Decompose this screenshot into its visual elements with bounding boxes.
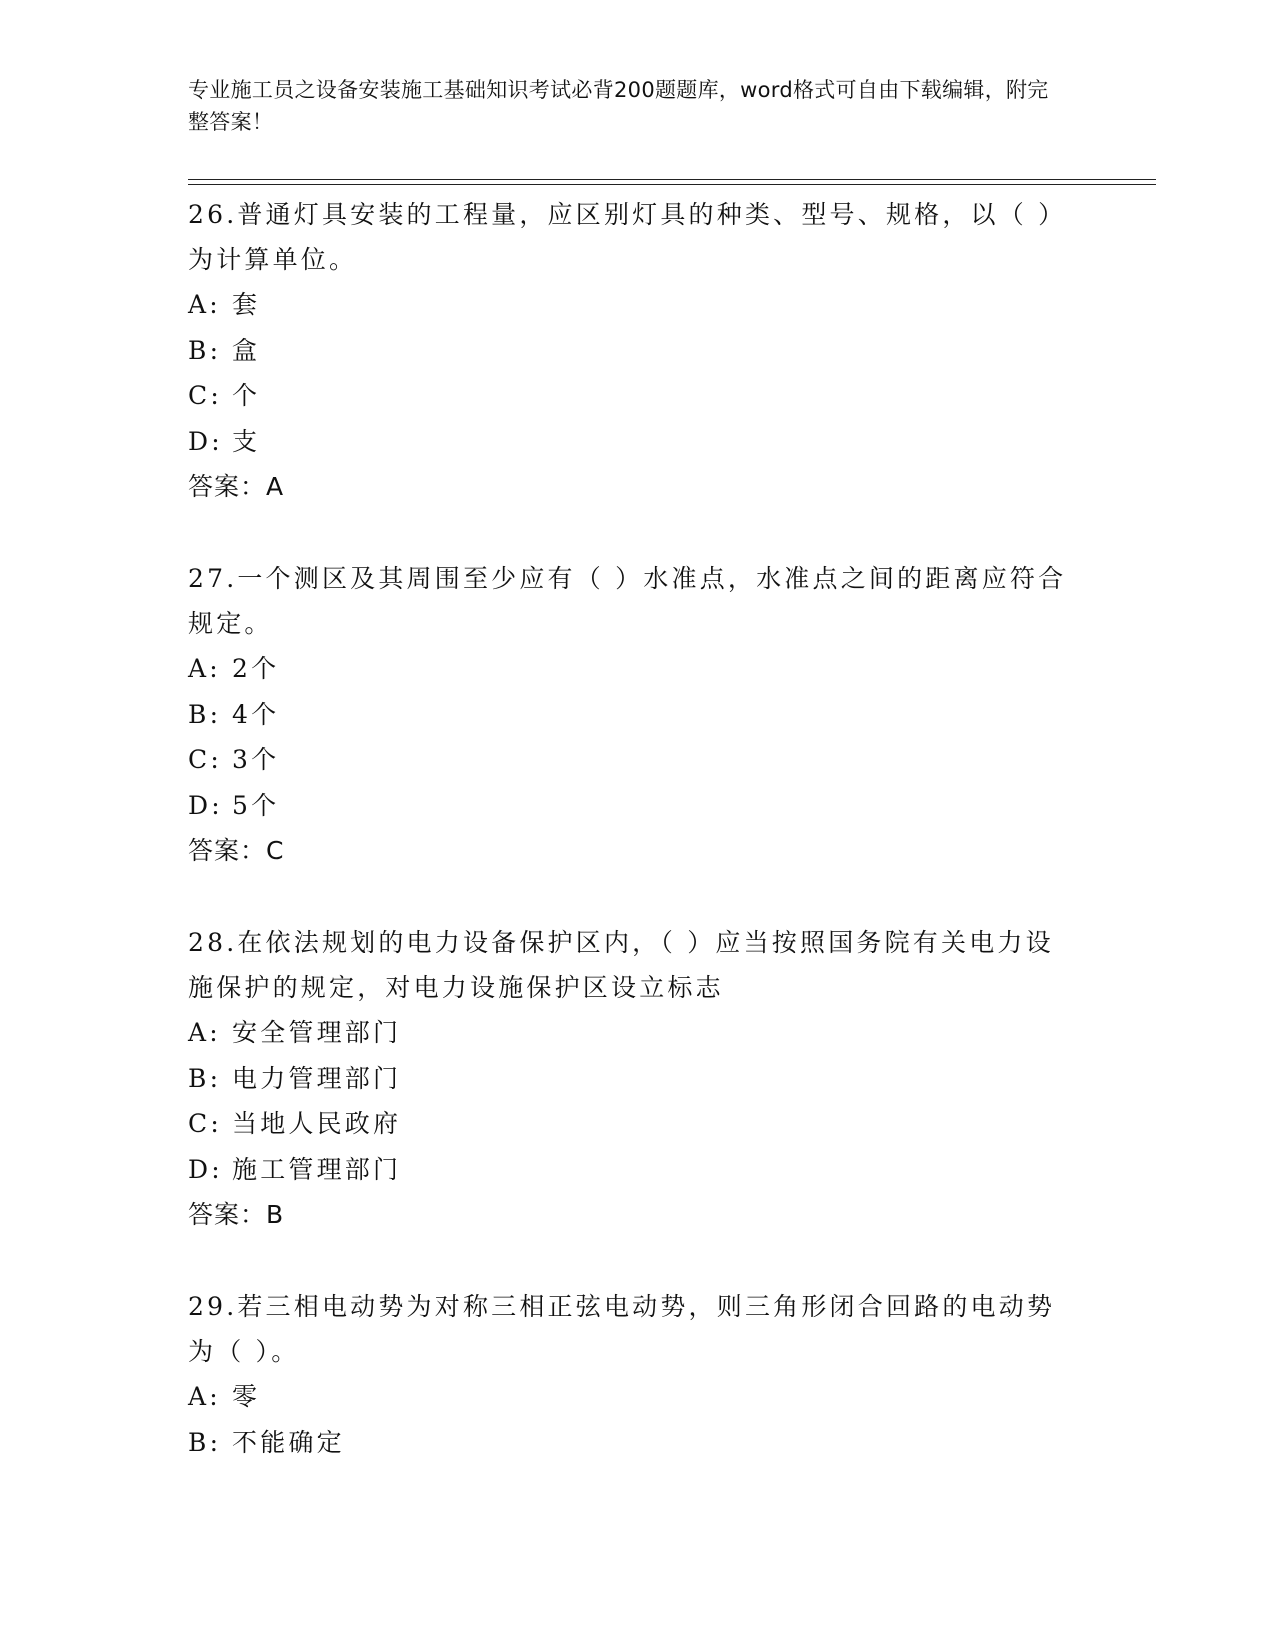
option-c [188, 1101, 1088, 1147]
option-a [188, 1010, 1088, 1056]
option-b [188, 1420, 1088, 1466]
option-d [188, 419, 1088, 465]
option-d [188, 783, 1088, 829]
answer-line: 答案：B [188, 1200, 285, 1229]
option-text: 支 [232, 426, 261, 456]
option-a [188, 646, 1088, 692]
answer-line: 答案：C [188, 836, 285, 865]
option-key: C: [188, 745, 222, 774]
option-text: 不能确定 [232, 1427, 345, 1457]
question-list [188, 192, 1088, 1511]
option-key: C: [188, 1109, 222, 1138]
option-c [188, 373, 1088, 419]
answer-line: 答案：A [188, 472, 285, 501]
option-text: 当地人民政府 [232, 1109, 402, 1138]
option-text: 电力管理部门 [232, 1063, 402, 1093]
question-text: 27.一个测区及其周围至少应有（ ）水准点，水准点之间的距离应符合规定。 [188, 564, 1067, 638]
option-key: B: [188, 699, 222, 729]
question-26 [188, 192, 1088, 510]
header-divider-bottom [188, 184, 1156, 185]
document-header: 专业施工员之设备安装施工基础知识考试必背200题题库，word格式可自由下载编辑，附完整答案！ [188, 78, 1049, 134]
option-text: 2个 [232, 654, 280, 683]
option-text: 盒 [232, 335, 261, 365]
option-key: B: [188, 1427, 222, 1457]
option-key: B: [188, 1063, 222, 1093]
option-key: A: [188, 1018, 221, 1047]
option-text: 施工管理部门 [232, 1154, 402, 1184]
question-29 [188, 1284, 1088, 1465]
option-key: A: [188, 290, 221, 319]
option-key: C: [188, 381, 222, 410]
option-key: A: [188, 654, 221, 683]
question-text: 28.在依法规划的电力设备保护区内，（ ）应当按照国务院有关电力设施保护的规定，对电力设施保护区设立标志 [188, 928, 1054, 1002]
option-key: D: [188, 1154, 223, 1184]
option-text: 3个 [232, 745, 280, 774]
option-key: D: [188, 790, 223, 820]
option-text: 个 [232, 381, 261, 410]
option-b [188, 1056, 1088, 1102]
question-28 [188, 920, 1088, 1238]
option-text: 安全管理部门 [232, 1018, 402, 1047]
question-text: 29.若三相电动势为对称三相正弦电动势，则三角形闭合回路的电动势为（ ）。 [188, 1292, 1056, 1366]
question-text: 26.普通灯具安装的工程量，应区别灯具的种类、型号、规格，以（ ）为计算单位。 [188, 200, 1067, 274]
option-b [188, 328, 1088, 374]
option-key: D: [188, 426, 223, 456]
header-divider-top [188, 179, 1156, 180]
option-text: 4个 [232, 699, 280, 729]
option-text: 套 [232, 290, 261, 319]
option-key: B: [188, 335, 222, 365]
option-text: 5个 [232, 790, 280, 820]
option-b [188, 692, 1088, 738]
option-text: 零 [232, 1382, 261, 1411]
option-d [188, 1147, 1088, 1193]
option-a [188, 1374, 1088, 1420]
option-c [188, 737, 1088, 783]
option-a [188, 282, 1088, 328]
question-27 [188, 556, 1088, 874]
option-key: A: [188, 1382, 221, 1411]
